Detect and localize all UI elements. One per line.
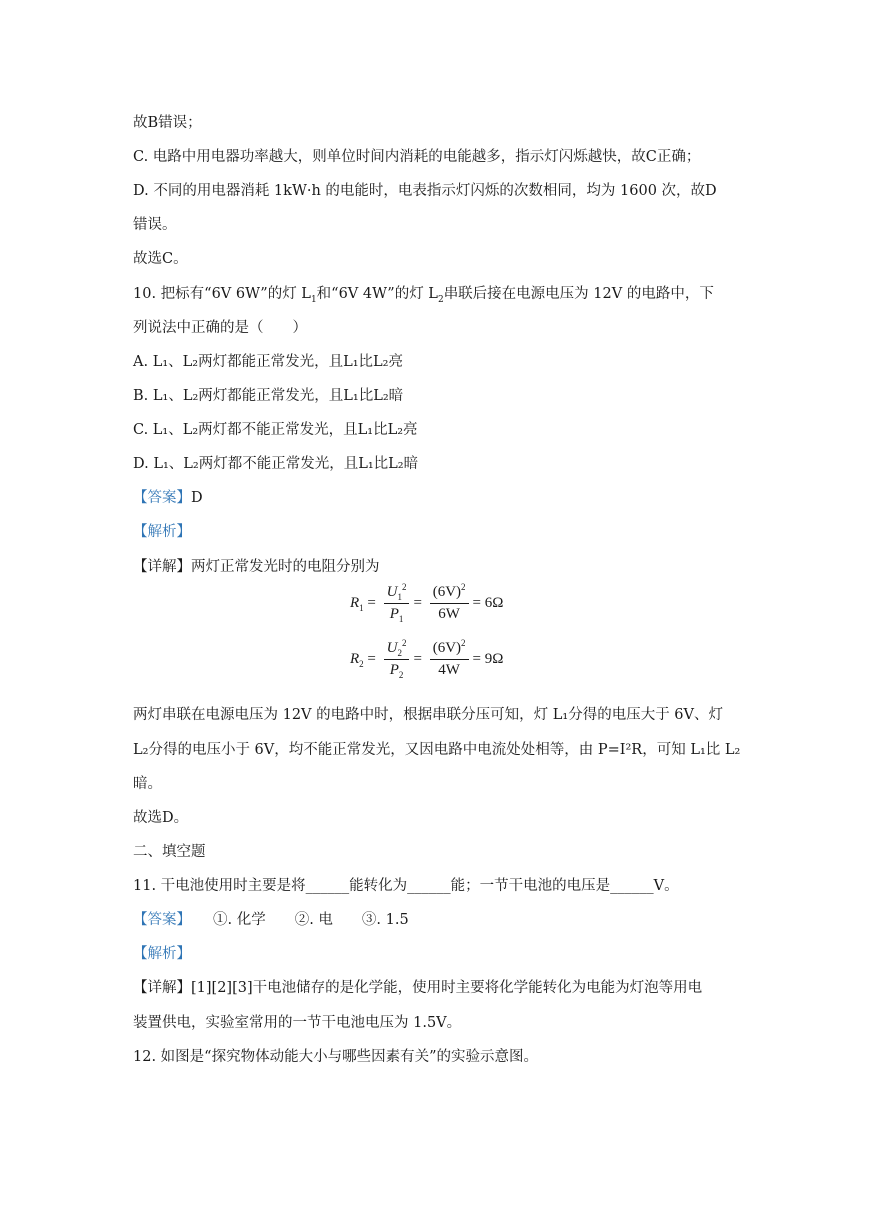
text-line: 两灯串联在电源电压为 12V 的电路中时，根据串联分压可知，灯 L₁分得的电压大于 6V、灯: [133, 707, 723, 723]
fraction: [384, 640, 410, 679]
text-line: L₂分得的电压小于 6V，均不能正常发光，又因电路中电流处处相等，由 P=I²R，可知 L₁比 L₂: [133, 742, 741, 758]
formula-symbol: U: [386, 584, 398, 600]
answer-line: [133, 488, 203, 508]
text-line: 错误。: [133, 217, 177, 233]
option-d: D. L₁、L₂两灯都不能正常发光，且L₁比L₂暗: [133, 456, 419, 472]
fraction: [430, 584, 469, 623]
answer-tag: 【答案】: [133, 490, 191, 506]
formula-value: 6W: [438, 606, 460, 622]
question-10: 10. 把标有“6V 6W”的灯 $L_1$和“6V 4W”的灯 $L_2$串联后接在电源电压为 12V 的电路中，下: [133, 286, 714, 305]
detail-line: [133, 978, 702, 998]
formula-sub: 2: [359, 658, 364, 669]
analysis-tag: 【解析】: [133, 524, 191, 540]
section-heading: 二、填空题: [133, 844, 206, 860]
formula-r2: $R_2$ = $\frac{U_2^2}{P_2}$ = $\frac{(6V)^2}{4W}$ = 9Ω: [350, 638, 504, 680]
formula-sub: 1: [398, 614, 404, 624]
formula-result: = 6Ω: [472, 594, 504, 611]
formula-value: (6V): [432, 584, 462, 600]
text-line: C. 电路中用电器功率越大，则单位时间内消耗的电能越多，指示灯闪烁越快，故C正确；: [133, 149, 701, 165]
question-12: 12. 如图是“探究物体动能大小与哪些因素有关”的实验示意图。: [133, 1049, 538, 1065]
text-line: D. 不同的用电器消耗 1kW·h 的电能时，电表指示灯闪烁的次数相同，均为 1600 次，故D: [133, 183, 717, 199]
answer-value: D: [191, 490, 203, 506]
formula-symbol: R: [350, 650, 360, 667]
detail-text: [1][2][3]干电池储存的是化学能，使用时主要将化学能转化为电能为灯泡等用电: [191, 980, 703, 996]
question-text: 10. 把标有“6V 6W”的灯 L: [133, 286, 311, 302]
formula-value: 4W: [438, 662, 460, 678]
option-c: C. L₁、L₂两灯都不能正常发光，且L₁比L₂亮: [133, 422, 418, 438]
formula-value: (6V): [432, 640, 462, 656]
formula-sup: 2: [401, 638, 407, 648]
formula-symbol: P: [389, 606, 399, 622]
text-line: 故选D。: [133, 810, 189, 826]
formula-sub: 1: [359, 602, 364, 613]
option-a: A. L₁、L₂两灯都能正常发光，且L₁比L₂亮: [133, 354, 403, 370]
question-text: 和“6V 4W”的灯 L: [316, 286, 438, 302]
question-text: 列说法中正确的是（ ）: [133, 320, 307, 336]
formula-result: = 9Ω: [472, 650, 504, 667]
formula-sub: 1: [397, 592, 402, 602]
formula-sub: 2: [398, 670, 404, 680]
text-line: 暗。: [133, 776, 162, 792]
detail-tag: 【详解】: [133, 980, 191, 996]
formula-sub: 2: [397, 648, 402, 658]
formula-sup: 2: [461, 582, 466, 592]
fraction: [384, 584, 410, 623]
fraction: [430, 640, 469, 679]
question-text: 串联后接在电源电压为 12V 的电路中，下: [443, 286, 714, 302]
question-11: 11. 干电池使用时主要是将______能转化为______能；一节干电池的电压是______V。: [133, 878, 679, 894]
text-line: 故选C。: [133, 251, 188, 267]
text-line: 故B错误；: [133, 115, 202, 131]
analysis-tag: 【解析】: [133, 946, 191, 962]
text-line: 装置供电，实验室常用的一节干电池电压为 1.5V。: [133, 1015, 462, 1031]
formula-r1: $R_1$ = $\frac{U_1^2}{P_1}$ = $\frac{(6V)^2}{6W}$ = 6Ω: [350, 582, 504, 624]
formula-symbol: U: [386, 640, 398, 656]
detail-text: 两灯正常发光时的电阻分别为: [191, 559, 380, 575]
formula-symbol: P: [389, 662, 399, 678]
formula-sup: 2: [461, 638, 466, 648]
answer-tag: 【答案】: [133, 912, 191, 928]
option-b: B. L₁、L₂两灯都能正常发光，且L₁比L₂暗: [133, 388, 404, 404]
answer-line: [133, 910, 409, 930]
formula-sup: 2: [401, 582, 407, 592]
detail-line: [133, 557, 380, 577]
answer-value: ①. 化学 ②. 电 ③. 1.5: [213, 912, 409, 928]
detail-tag: 【详解】: [133, 559, 191, 575]
formula-symbol: R: [350, 594, 360, 611]
